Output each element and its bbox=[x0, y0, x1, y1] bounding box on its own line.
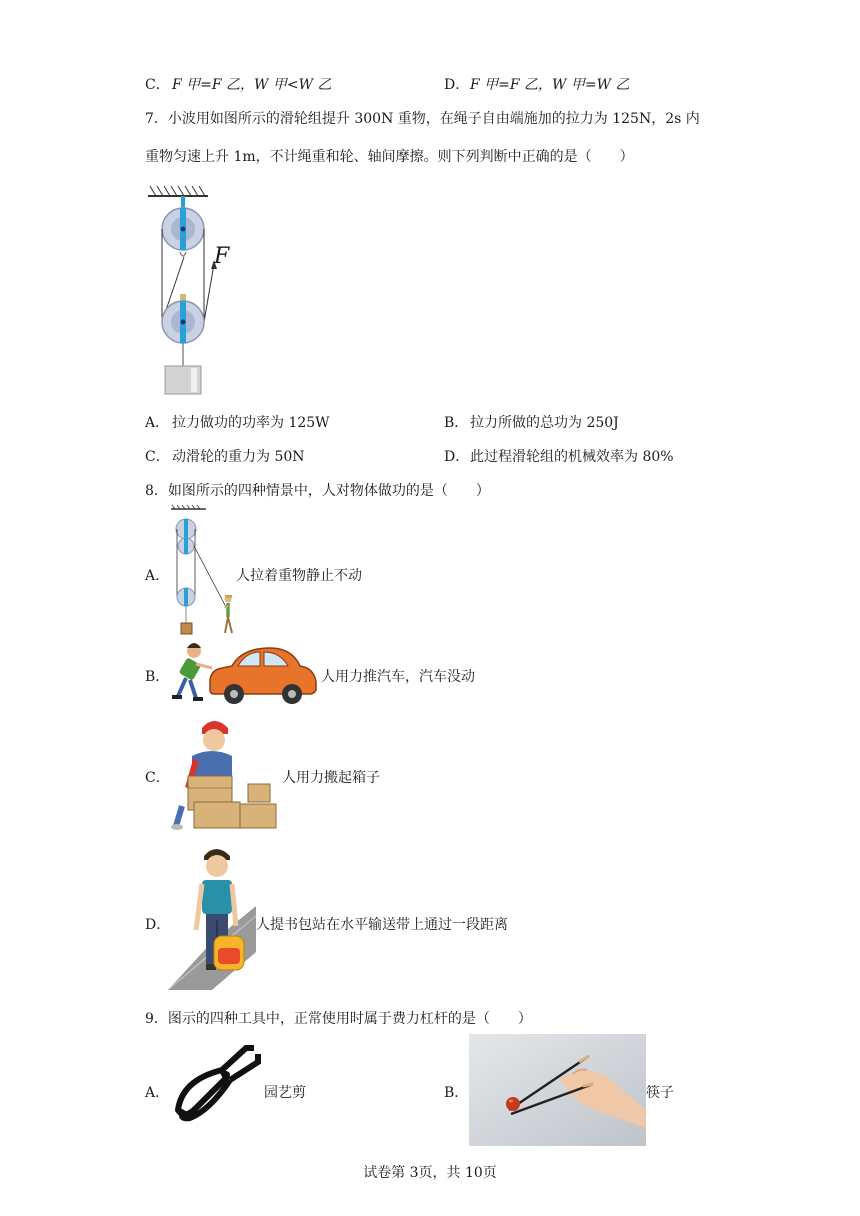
q8-option-c-label: C． bbox=[145, 770, 170, 786]
q8-option-b-label: B． bbox=[145, 669, 170, 685]
q7-stem-line1: 7．小波用如图所示的滑轮组提升 300N 重物，在绳子自由端施加的拉力为 125N，2s 内 bbox=[145, 111, 700, 127]
q9-option-b-text: 筷子 bbox=[646, 1085, 674, 1101]
q7-option-d-text: 此过程滑轮组的机械效率为 80% bbox=[470, 449, 674, 465]
page-footer: 试卷第 3页，共 10页 bbox=[363, 1165, 497, 1181]
q6-option-d-text: F 甲=F 乙，W 甲=W 乙 bbox=[470, 77, 630, 93]
q7-option-c-label: C． bbox=[145, 449, 170, 465]
q8-option-b-text: 人用力推汽车，汽车没动 bbox=[321, 669, 475, 685]
q7-option-a-label: A． bbox=[145, 415, 170, 431]
pulley-system-figure bbox=[140, 182, 240, 397]
q8-option-d-text: 人提书包站在水平输送带上通过一段距离 bbox=[256, 917, 508, 933]
q9-option-a-text: 园艺剪 bbox=[264, 1085, 306, 1101]
q7-option-d-label: D． bbox=[444, 449, 470, 465]
q9-stem: 9．图示的四种工具中，正常使用时属于费力杠杆的是（ ） bbox=[145, 1011, 532, 1027]
force-label-f: F bbox=[214, 244, 230, 269]
q6-option-c-label: C． bbox=[145, 77, 170, 93]
q9-option-a-label: A． bbox=[145, 1085, 170, 1101]
q8-option-d-label: D． bbox=[145, 917, 171, 933]
q8-option-a-label: A． bbox=[145, 568, 170, 584]
q8-stem: 8．如图所示的四种情景中，人对物体做功的是（ ） bbox=[145, 483, 490, 499]
q6-option-d-label: D． bbox=[444, 77, 470, 93]
q7-option-b-text: 拉力所做的总功为 250J bbox=[470, 415, 619, 431]
q7-option-c-text: 动滑轮的重力为 50N bbox=[172, 449, 305, 465]
q6-option-c-text: F 甲=F 乙，W 甲<W 乙 bbox=[172, 77, 332, 93]
garden-shears-figure bbox=[170, 1046, 260, 1122]
chopsticks-figure bbox=[469, 1034, 646, 1146]
q9-option-b-label: B． bbox=[444, 1085, 469, 1101]
q8-option-d-figure bbox=[168, 844, 256, 992]
q8-option-a-text: 人拉着重物静止不动 bbox=[236, 568, 362, 584]
q8-option-b-figure bbox=[168, 638, 320, 706]
q7-option-a-text: 拉力做功的功率为 125W bbox=[172, 415, 330, 431]
q7-stem-line2: 重物匀速上升 1m，不计绳重和轮、轴间摩擦。则下列判断中正确的是（ ） bbox=[145, 149, 634, 165]
q8-option-c-figure bbox=[168, 716, 280, 831]
q8-option-a-figure bbox=[166, 505, 241, 640]
q7-option-b-label: B． bbox=[444, 415, 469, 431]
q8-option-c-text: 人用力搬起箱子 bbox=[282, 770, 380, 786]
